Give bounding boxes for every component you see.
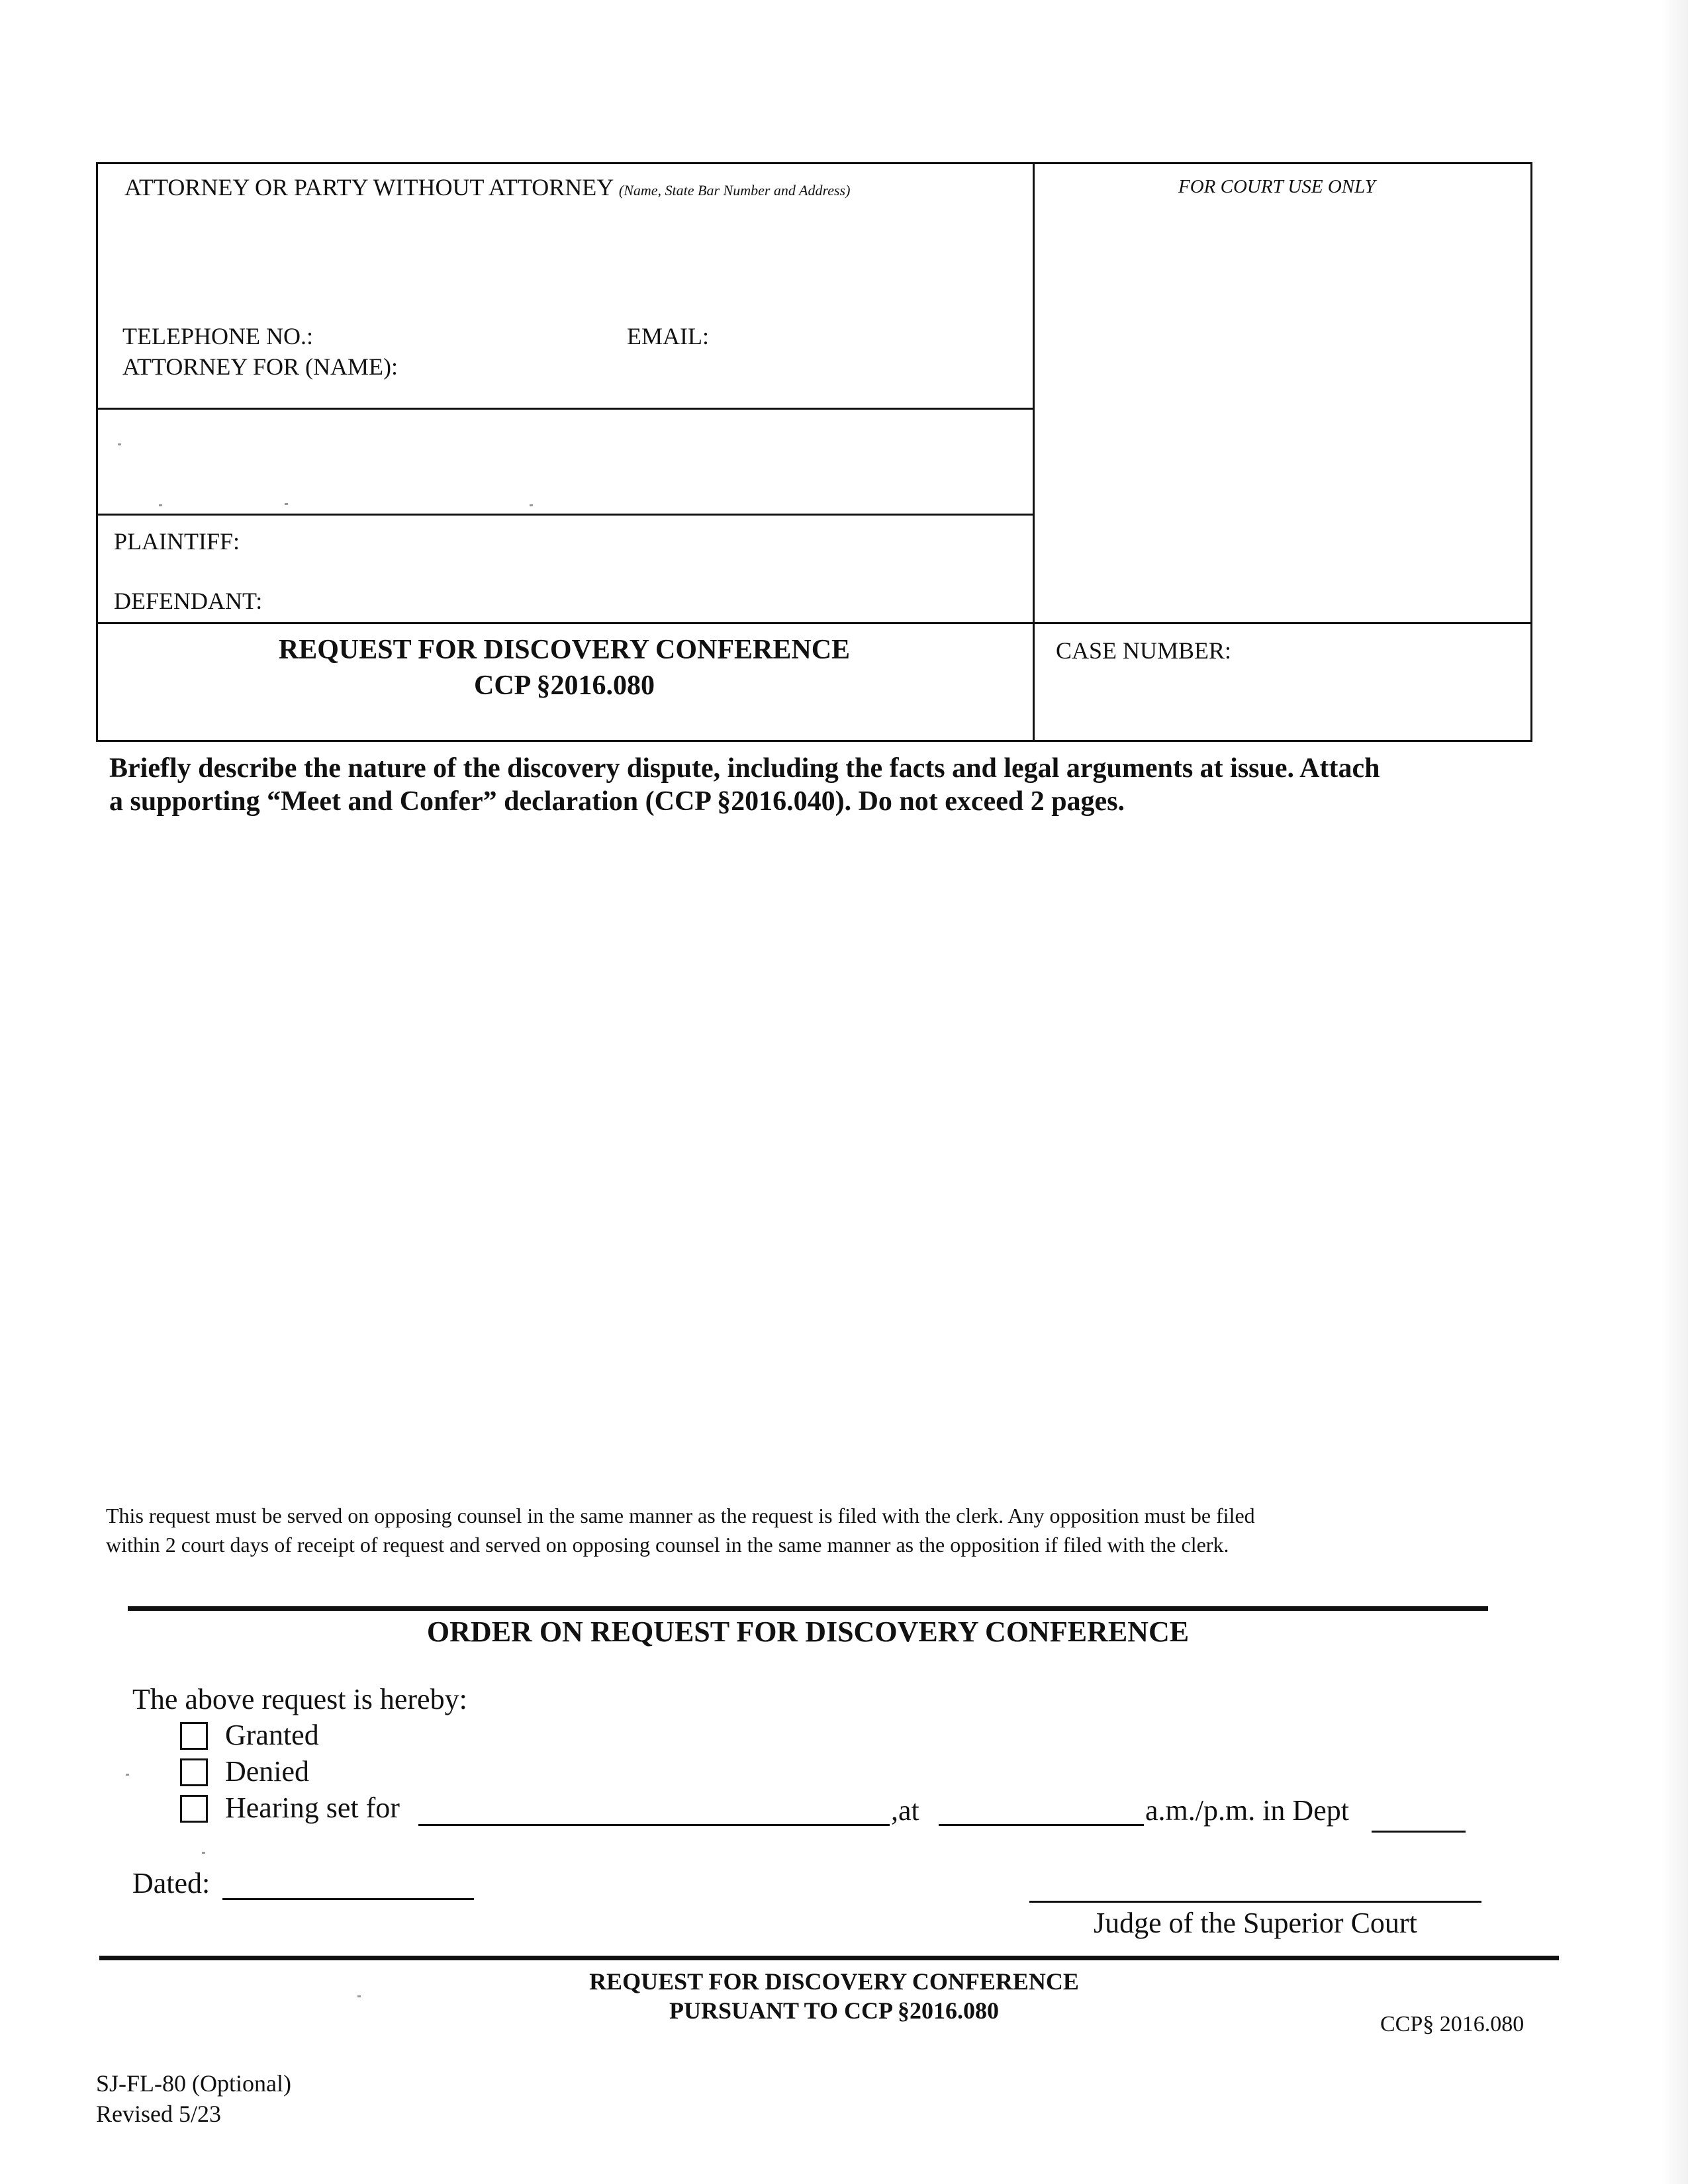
caption-sep-title (96, 622, 1532, 624)
form-revised: Revised 5/23 (96, 2101, 221, 2127)
scan-speck (202, 1852, 205, 1854)
footer-title-line2: PURSUANT TO CCP §2016.080 (669, 1997, 1000, 2024)
attorney-for-label: ATTORNEY FOR (NAME): (122, 353, 399, 380)
ampm-dept-label: a.m./p.m. in Dept (1145, 1794, 1349, 1827)
caption-sep-attorney (96, 408, 1035, 410)
scan-edge-noise (1662, 0, 1688, 2184)
scan-speck (357, 1995, 361, 1997)
defendant-label: DEFENDANT: (114, 588, 263, 614)
denied-label: Denied (225, 1755, 310, 1788)
form-title (96, 632, 1033, 704)
hearing-checkbox[interactable] (180, 1795, 208, 1823)
service-notice (106, 1501, 1255, 1559)
hearing-date-field[interactable] (418, 1824, 890, 1826)
form-title-line1: REQUEST FOR DISCOVERY CONFERENCE (278, 635, 851, 665)
instructions-line1: Briefly describe the nature of the discovery dispute, including the facts and legal arguments at issue. Attach (109, 753, 1380, 784)
scan-speck (530, 504, 533, 506)
order-top-rule (128, 1606, 1488, 1611)
form-id: SJ-FL-80 (Optional) (96, 2070, 291, 2097)
order-title: ORDER ON REQUEST FOR DISCOVERY CONFERENCE (426, 1615, 1190, 1648)
dept-field[interactable] (1372, 1831, 1466, 1833)
granted-label: Granted (225, 1719, 319, 1751)
hearing-time-field[interactable] (939, 1824, 1144, 1826)
form-title-line2: CCP §2016.080 (474, 670, 655, 701)
attorney-label (124, 173, 850, 201)
granted-checkbox[interactable] (180, 1722, 208, 1750)
caption-sep-court (96, 514, 1035, 516)
plaintiff-label: PLAINTIFF: (114, 528, 240, 555)
scan-speck (285, 503, 288, 505)
telephone-label: TELEPHONE NO.: (122, 323, 313, 349)
judge-signature-line[interactable] (1029, 1901, 1481, 1903)
email-label: EMAIL: (627, 323, 709, 349)
service-notice-line2: within 2 court days of receipt of request and served on opposing counsel in the same manner as the opposition if filed with the clerk. (106, 1533, 1229, 1557)
footer-title (437, 1967, 1231, 2025)
instructions-line2: a supporting “Meet and Confer” declaration (CCP §2016.040). Do not exceed 2 pages. (109, 786, 1125, 817)
attorney-label-sub: (Name, State Bar Number and Address) (618, 182, 851, 199)
caption-column-divider (1033, 162, 1035, 742)
at-label: ,at (891, 1794, 919, 1827)
form-id-block (96, 2068, 291, 2129)
instructions (109, 752, 1380, 818)
judge-label: Judge of the Superior Court (1094, 1907, 1417, 1939)
service-notice-line1: This request must be served on opposing counsel in the same manner as the request is filed with the clerk. Any opposition must be filed (106, 1504, 1255, 1527)
court-use-label: FOR COURT USE ONLY (1178, 176, 1376, 197)
order-bottom-rule (99, 1956, 1559, 1960)
scan-speck (126, 1774, 129, 1776)
dated-field[interactable] (222, 1898, 474, 1900)
footer-title-line1: REQUEST FOR DISCOVERY CONFERENCE (589, 1968, 1079, 1995)
case-number-label: CASE NUMBER: (1056, 637, 1232, 664)
hearing-label: Hearing set for (225, 1792, 400, 1824)
footer-code: CCP§ 2016.080 (1380, 2012, 1524, 2036)
scan-speck (118, 443, 121, 445)
order-intro: The above request is hereby: (132, 1683, 467, 1715)
denied-checkbox[interactable] (180, 1758, 208, 1786)
attorney-label-main: ATTORNEY OR PARTY WITHOUT ATTORNEY (124, 174, 613, 201)
dated-label: Dated: (132, 1867, 211, 1899)
scan-speck (159, 504, 162, 506)
